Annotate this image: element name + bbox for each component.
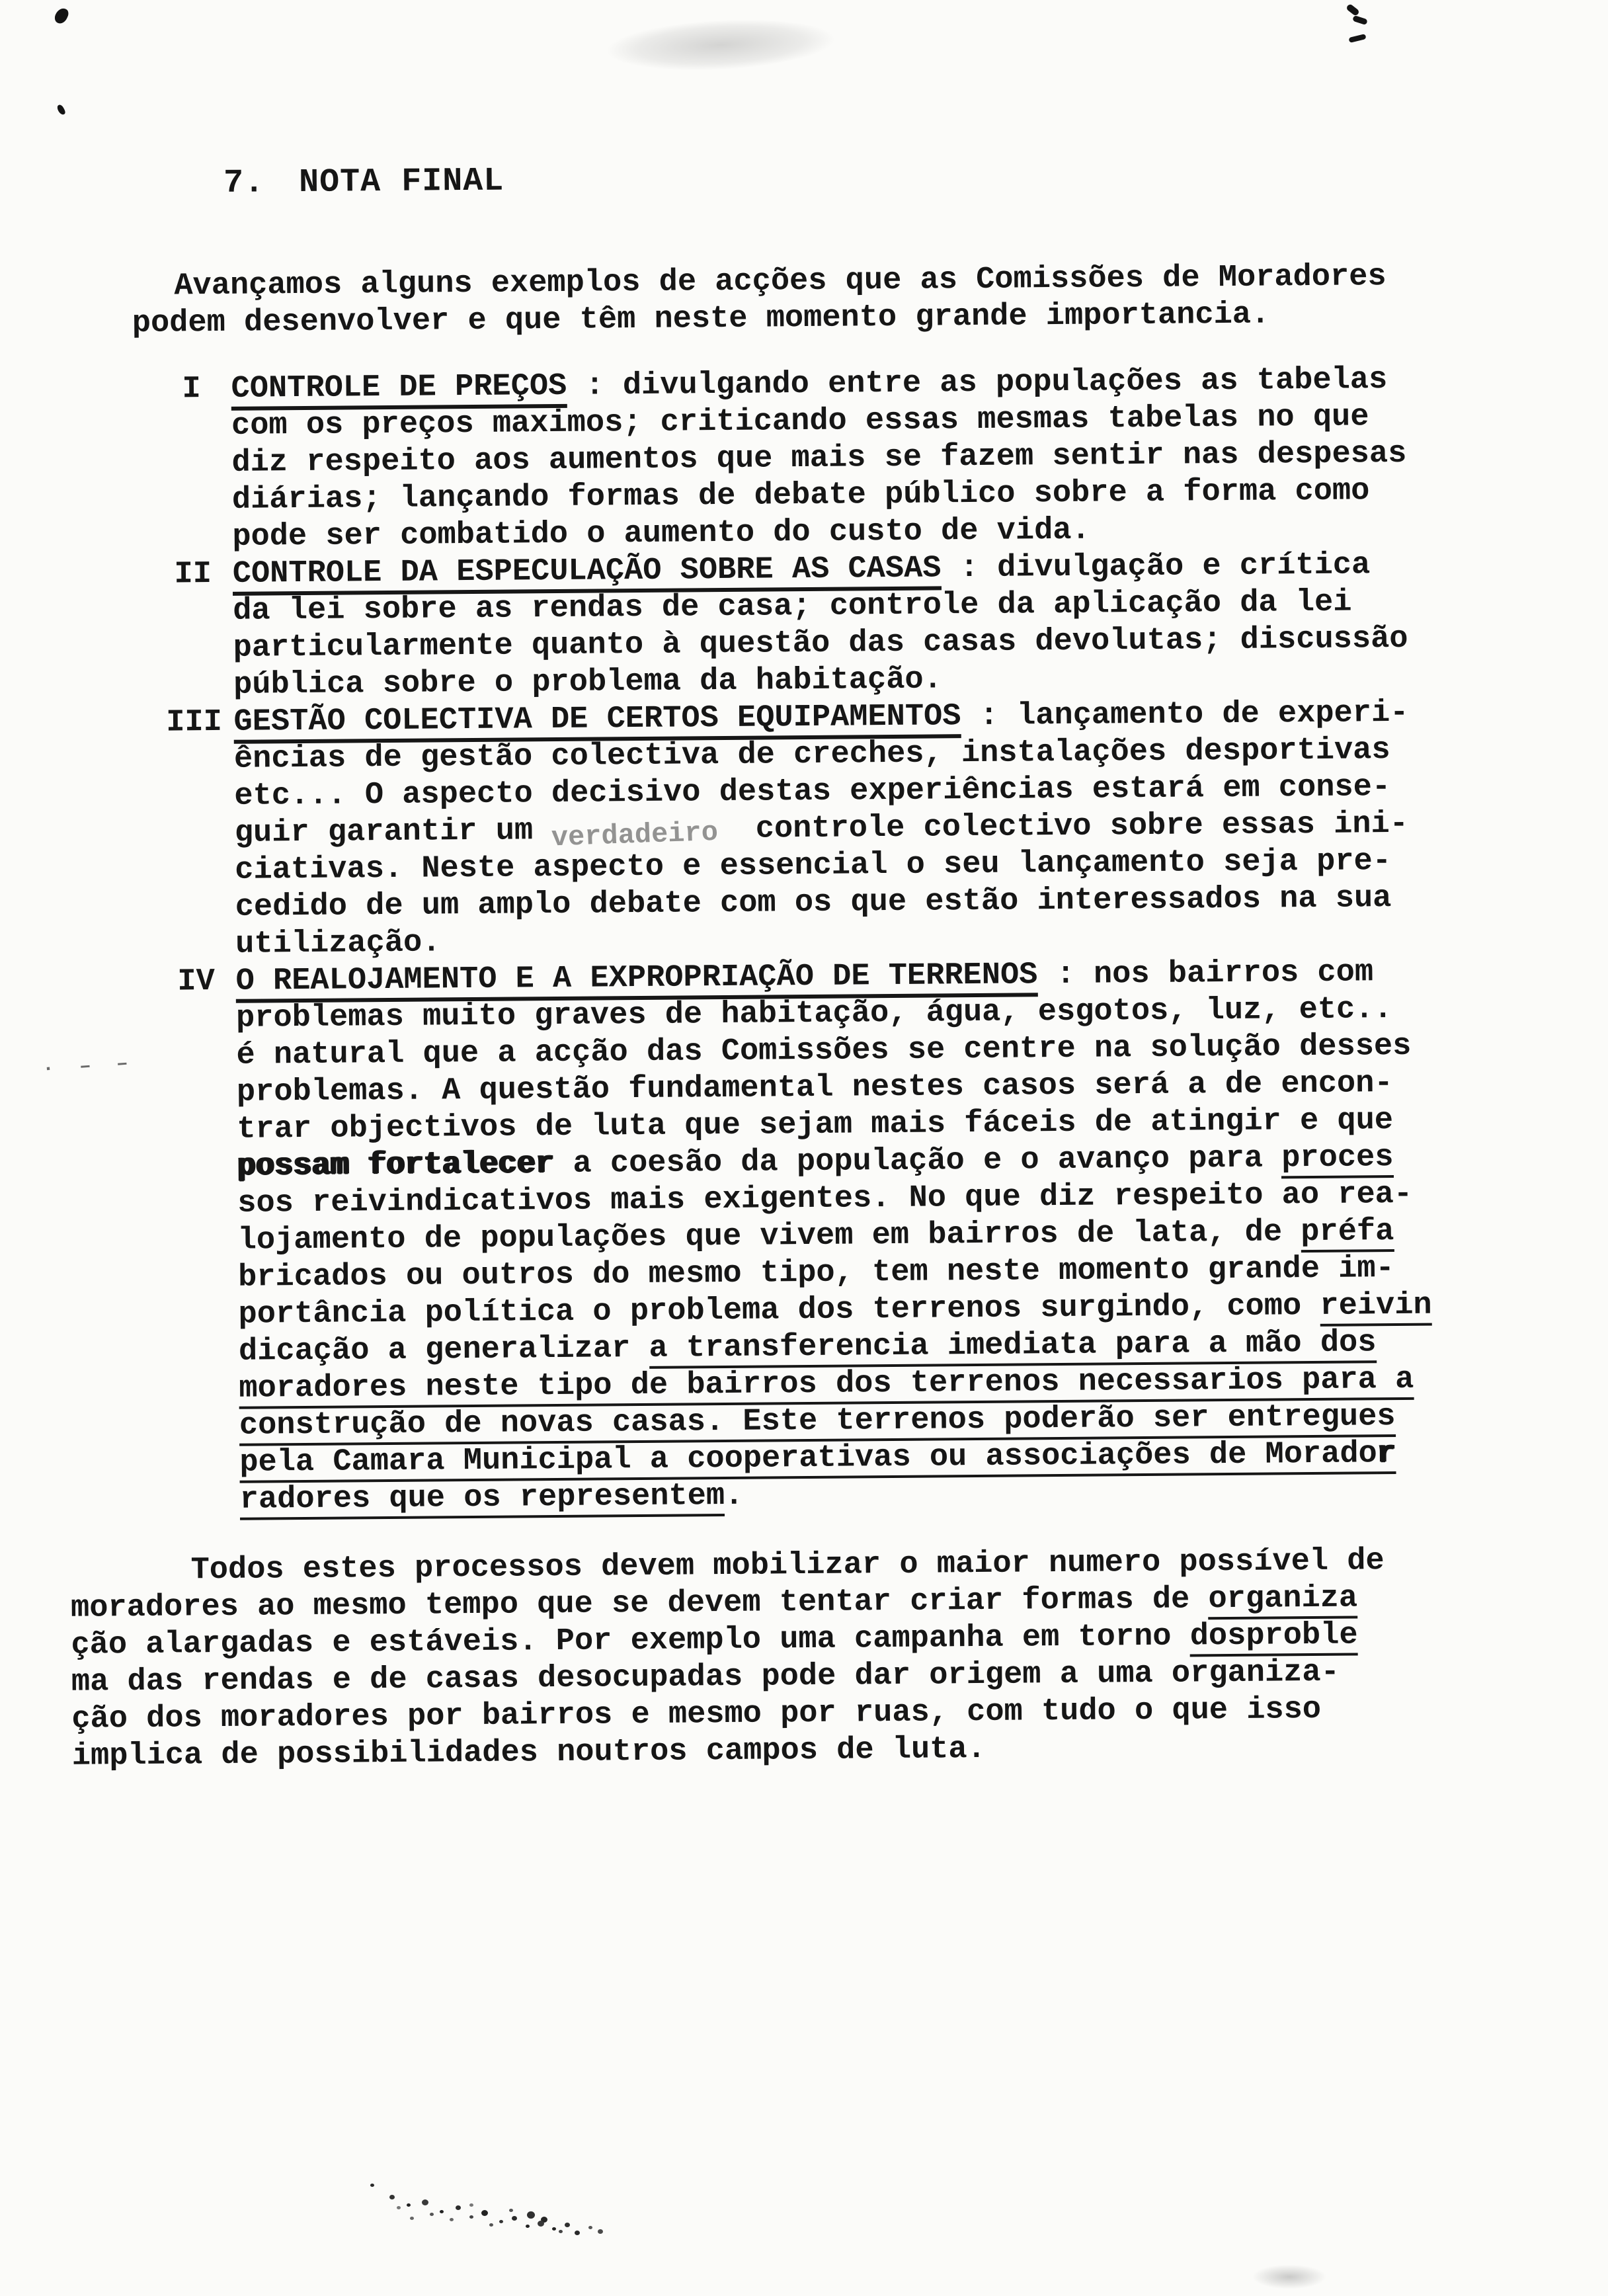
text-segment: sos reivindicativos mais exigentes. No que diz respeito ao rea- <box>237 1176 1413 1221</box>
text-segment: . <box>724 1478 744 1514</box>
item-numeral: III <box>166 704 223 741</box>
text-segment: dicação a generalizar <box>238 1331 649 1370</box>
intro-paragraph <box>132 257 1608 343</box>
text-segment: préfa <box>1301 1214 1394 1252</box>
text-segment: verdadeiro <box>551 816 719 854</box>
text-segment: ências de gestão colectiva de creches, instalações desportivas <box>233 733 1390 777</box>
text-segment: com os preços maximos; criticando essas mesmas tabelas no que <box>231 399 1369 444</box>
text-segment: ma das rendas e de casas desocupadas pode dar origem a uma organiza- <box>71 1655 1340 1700</box>
item-numeral: IV <box>177 964 216 1000</box>
text-segment: diárias; lançando formas de debate público sobre a forma como <box>231 473 1370 518</box>
item-heading: GESTÃO COLECTIVA DE CERTOS EQUIPAMENTOS <box>233 699 961 744</box>
list-item <box>5 545 1608 706</box>
text-segment: pode ser combatido o aumento do custo de vida. <box>232 512 1090 555</box>
item-text <box>235 952 1608 1518</box>
text-segment: : lançamento de experi- <box>961 695 1409 735</box>
closing-paragraph <box>70 1541 1608 1775</box>
text-segment: moradores ao mesmo tempo que se devem tentar criar formas de <box>70 1582 1209 1626</box>
text-segment: é natural que a acção das Comissões se centre na solução desses <box>236 1028 1412 1073</box>
list-item <box>5 693 1608 965</box>
text-segment: proces <box>1281 1140 1394 1178</box>
items-list <box>3 360 1608 1520</box>
text-segment: : nos bairros com <box>1037 955 1374 993</box>
text-segment: da lei sobre as rendas de casa; controle da aplicação da lei <box>233 585 1352 629</box>
list-item <box>7 952 1608 1520</box>
text-segment: lojamento de populações que vivem em bairros de lata, de <box>237 1215 1301 1258</box>
text-segment: implica de possibilidades noutros campos de luta. <box>71 1731 986 1774</box>
item-text <box>233 693 1608 963</box>
ink-smudge <box>370 2184 374 2187</box>
text-segment: ção dos moradores por bairros e mesmo por ruas, com tudo o que isso <box>71 1692 1322 1737</box>
list-item <box>3 360 1608 557</box>
text-segment: radores que os representem <box>240 1479 725 1520</box>
item-heading: O REALOJAMENTO E A EXPROPRIAÇÃO DE TERRENOS <box>235 958 1037 1003</box>
text-segment: ciativas. Neste aspecto e essencial o seu lançamento seja pre- <box>235 844 1392 888</box>
item-heading: CONTROLE DA ESPECULAÇÃO SOBRE AS CASAS <box>233 551 942 595</box>
text-segment: moradores neste tipo de bairros dos terrenos necessarios para a <box>239 1362 1414 1409</box>
text-segment: organiza <box>1208 1581 1357 1620</box>
scan-smudge <box>1243 2262 1336 2292</box>
text-segment: construção de novas casas. Este terrenos poderão ser entregues <box>239 1399 1396 1446</box>
text-segment: problemas. A questão fundamental nestes casos será a de encon- <box>236 1066 1393 1110</box>
text-segment: utilização. <box>235 925 441 962</box>
text-segment: bricados ou outros do mesmo tipo, tem neste momento grande im- <box>237 1251 1394 1295</box>
page-title: NOTA FINAL <box>298 162 504 202</box>
text-segment: a transferencia imediata para a mão dos <box>649 1325 1376 1369</box>
text-segment: guir garantir um <box>234 813 552 851</box>
text-segment: pela Camara Municipal a cooperativas ou associações de Morado <box>239 1436 1377 1483</box>
text-segment: dosproble <box>1190 1618 1358 1657</box>
text-segment: controle colectivo sobre essas ini- <box>718 806 1409 848</box>
text-segment: trar objectivos de luta que sejam mais fáceis de atingir e que <box>237 1103 1394 1147</box>
text-segment: diz respeito aos aumentos que mais se fazem sentir nas despesas <box>231 436 1407 481</box>
item-numeral: I <box>182 372 201 407</box>
text-segment: possam fortalecer <box>237 1147 555 1184</box>
section-number: 7. <box>223 164 265 202</box>
text-segment: ção alargadas e estáveis. Por exemplo uma campanha em torno <box>71 1619 1190 1663</box>
text-segment: cedido de um amplo debate com os que estão interessados na sua <box>235 881 1392 925</box>
text-segment: Avançamos alguns exemplos de acções que as Comissões de Moradores <box>174 259 1387 304</box>
text-segment: Todos estes processos devem mobilizar o maior numero possível de <box>190 1543 1385 1588</box>
text-segment: reivin <box>1320 1288 1432 1327</box>
text-segment: : divulgação e crítica <box>941 548 1371 587</box>
item-text <box>233 545 1608 704</box>
item-heading: CONTROLE DE PREÇOS <box>231 369 567 411</box>
margin-dash-marks: · – – <box>41 1052 136 1081</box>
section-title <box>100 116 1608 241</box>
text-segment: portância política o problema dos terrenos surgindo, como <box>238 1288 1320 1332</box>
text-segment: podem desenvolver e que têm neste momento grande importancia. <box>132 297 1270 341</box>
text-segment: particularmente quanto à questão das casas devolutas; discussão <box>233 621 1408 666</box>
text-segment: problemas muito graves de habitação, água, esgotos, luz, etc.. <box>235 992 1392 1036</box>
item-numeral: II <box>174 557 212 593</box>
text-segment: etc... O aspecto decisivo destas experiências estará em conse- <box>234 770 1391 814</box>
text-segment: pública sobre o problema da habitação. <box>233 662 943 703</box>
item-text <box>231 360 1608 555</box>
text-segment: r <box>1377 1436 1396 1474</box>
text-segment: : divulgando entre as populações as tabelas <box>567 362 1388 404</box>
text-segment: a coesão da população e o avanço para <box>554 1141 1282 1182</box>
